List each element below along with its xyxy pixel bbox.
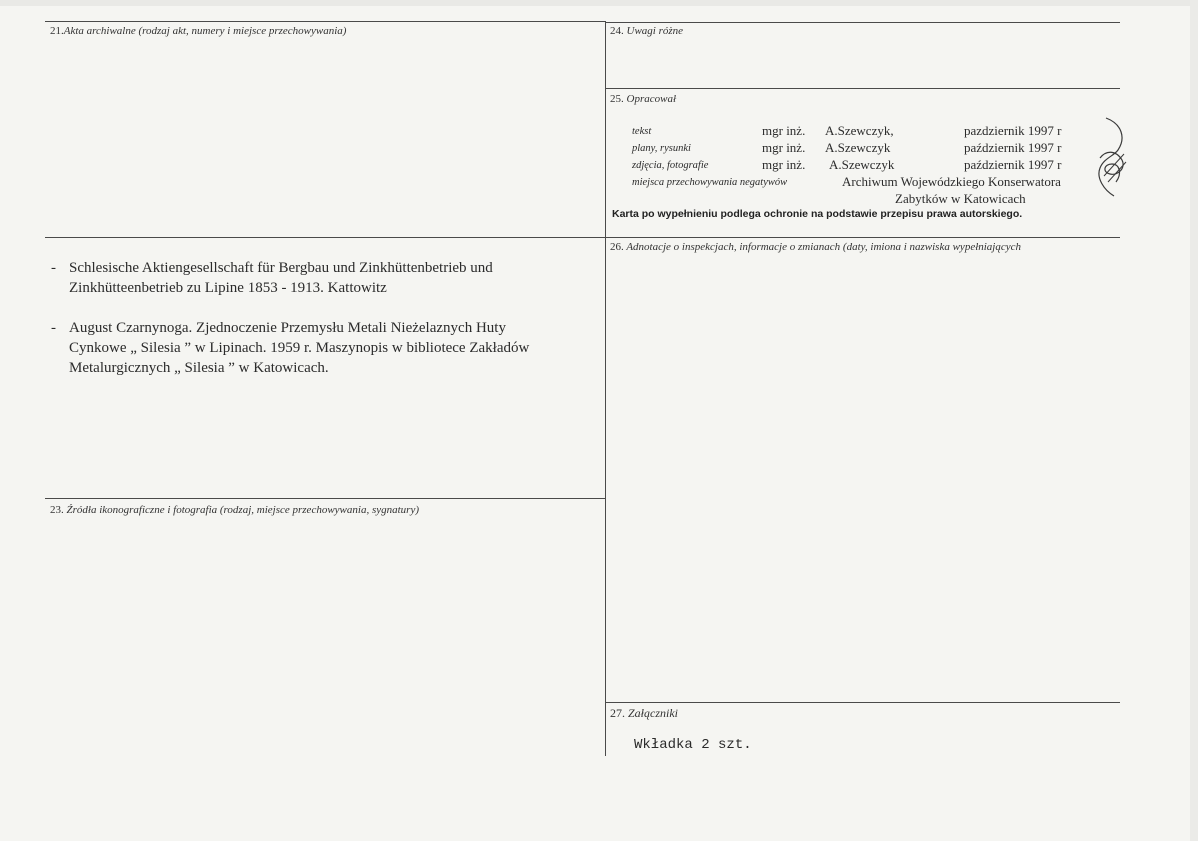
- section-21-number: 21.: [50, 25, 64, 37]
- author-row-1-title: mgr inż.: [762, 123, 806, 138]
- section-24-number: 24.: [610, 25, 624, 37]
- rule-22-23: [45, 498, 606, 499]
- entry-2-bullet: -: [51, 320, 56, 336]
- author-row-2-kind: plany, rysunki: [632, 143, 691, 154]
- copyright-notice: Karta po wypełnieniu podlega ochronie na podstawie przepisu prawa autorskiego.: [612, 208, 1023, 220]
- section-21-label: [50, 25, 346, 37]
- section-25-number: 25.: [610, 93, 624, 105]
- rule-21-22: [45, 237, 1120, 238]
- section-23-text: Źródła ikonograficzne i fotografia (rodzaj, miejsce przechowywania, sygnatury): [66, 504, 419, 516]
- section-21-text: Akta archiwalne (rodzaj akt, numery i miejsce przechowywania): [63, 25, 347, 37]
- bibliography-entry-1: [51, 258, 589, 298]
- entry-2-line-3: Metalurgicznych „ Silesia ” w Katowicach.: [69, 360, 329, 376]
- rule-24-25: [606, 88, 1120, 89]
- negatives-label: miejsca przechowywania negatywów: [632, 177, 788, 188]
- section-26-number: 26.: [610, 241, 624, 253]
- author-row-1-kind: tekst: [632, 126, 652, 137]
- author-row-1-date: pazdziernik 1997 r: [964, 123, 1062, 138]
- section-25-label: [610, 93, 676, 105]
- section-24-label: [610, 25, 683, 37]
- author-row-2-name: A.Szewczyk: [825, 140, 891, 155]
- author-row-2-date: październik 1997 r: [964, 140, 1062, 155]
- section-25-text: Opracował: [626, 93, 676, 105]
- author-row-3-title: mgr inż.: [762, 157, 806, 172]
- author-row-3-kind: zdjęcia, fotografie: [632, 160, 709, 171]
- bibliography-entry-2: [51, 318, 599, 378]
- page-edge-right: [1190, 0, 1198, 841]
- entry-1-line-2: Zinkhütteenbetrieb zu Lipine 1853 - 1913. Kattowitz: [69, 280, 387, 296]
- section-27-label: [610, 706, 678, 721]
- section-23-label: [50, 504, 419, 516]
- entry-1-bullet: -: [51, 260, 56, 276]
- negatives-location-line2: Zabytków w Katowicach: [895, 191, 1026, 206]
- section-27-text: Załączniki: [628, 706, 678, 720]
- section-23-number: 23.: [50, 504, 64, 516]
- author-row-2-title: mgr inż.: [762, 140, 806, 155]
- page-edge-top: [0, 0, 1198, 6]
- author-row-3-date: październik 1997 r: [964, 157, 1062, 172]
- top-rule-right: [606, 22, 1120, 23]
- section-26-label: [610, 241, 1021, 253]
- section-26-text: Adnotacje o inspekcjach, informacje o zmianach (daty, imiona i nazwiska wypełniających: [626, 241, 1022, 253]
- entry-2-line-2: Cynkowe „ Silesia ” w Lipinach. 1959 r. Maszynopis w bibliotece Zakładów: [69, 340, 530, 356]
- entry-2-line-1: August Czarnynoga. Zjednoczenie Przemysłu Metali Nieżelaznych Huty: [69, 320, 506, 336]
- author-row-1-name: A.Szewczyk,: [825, 123, 894, 138]
- negatives-location-line1: Archiwum Wojewódzkiego Konserwatora: [842, 174, 1061, 189]
- author-row-3-name: A.Szewczyk: [829, 157, 895, 172]
- column-divider: [605, 21, 606, 756]
- top-rule-left: [45, 21, 606, 22]
- section-24-text: Uwagi różne: [626, 25, 684, 37]
- handwritten-signature: [1092, 116, 1132, 200]
- rule-26-27: [606, 702, 1120, 703]
- entry-1-line-1: Schlesische Aktiengesellschaft für Bergbau und Zinkhüttenbetrieb und: [69, 260, 493, 276]
- section-27-number: 27.: [610, 706, 625, 720]
- attachments-content: Wkładka 2 szt.: [634, 737, 752, 753]
